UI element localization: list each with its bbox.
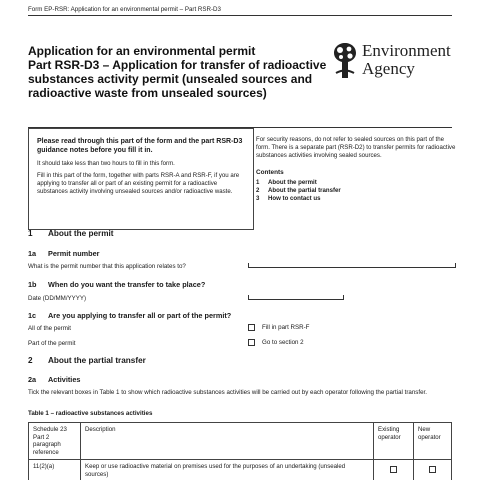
logo-text-environment: Environment: [362, 41, 451, 60]
contents-link-partial-transfer[interactable]: About the partial transfer: [268, 187, 341, 194]
environment-agency-logo-icon: [330, 40, 360, 80]
option-label-all: All of the permit: [28, 325, 71, 332]
title-line-2: Part RSR-D3 – Application for transfer of radioactive substances activity permit (unsealed sources and radioactive waste from unsealed sources): [28, 58, 327, 100]
question-title: When do you want the transfer to take place?: [48, 280, 206, 289]
existing-operator-checkbox[interactable]: [390, 466, 397, 473]
question-1b-heading: [28, 280, 205, 289]
new-operator-checkbox[interactable]: [429, 466, 436, 473]
question-number: 1a: [28, 249, 37, 258]
section-title: About the partial transfer: [48, 356, 146, 365]
contents-item-number: 1: [256, 179, 260, 186]
fill-notice: Fill in this part of the form, together with parts RSR-A and RSR-F, if you are applying to transfer all or part of an existing permit for a radioactive substances activity involving unsealed sources and/or radioactive waste.: [37, 172, 240, 195]
column-header-description: Description: [81, 423, 374, 460]
section-2-heading: [28, 356, 146, 365]
question-1b-text: Date (DD/MM/YYYY): [28, 295, 87, 302]
row-description: Keep or use radioactive material on premises used for the purposes of an undertaking (unsealed sources): [81, 460, 374, 480]
column-header-existing-operator: Existing operator: [374, 423, 414, 460]
option-part-of-permit[interactable]: [248, 339, 304, 346]
option-all-of-permit[interactable]: [248, 324, 309, 331]
logo-text-agency: Agency: [362, 59, 415, 78]
question-2a-text: Tick the relevant boxes in Table 1 to show which radioactive substances activities will be carried out by each operator following the partial transfer.: [28, 389, 427, 396]
question-1a-text: What is the permit number that this application relates to?: [28, 263, 186, 270]
section-number: 1: [28, 229, 33, 238]
question-number: 1c: [28, 311, 37, 320]
option-action: Go to section 2: [262, 339, 304, 346]
question-title: Permit number: [48, 249, 100, 258]
activities-table: [28, 422, 452, 480]
question-1a-heading: [28, 249, 100, 258]
section-number: 2: [28, 356, 33, 365]
column-header-new-operator: New operator: [414, 423, 452, 460]
question-number: 2a: [28, 375, 37, 384]
time-notice: It should take less than two hours to fill in this form.: [37, 160, 175, 167]
intro-right-column: [256, 136, 456, 203]
new-operator-cell[interactable]: [414, 460, 452, 480]
section-1-heading: [28, 229, 114, 238]
question-title: Are you applying to transfer all or part of the permit?: [48, 311, 232, 320]
title-line-1: Application for an environmental permit: [28, 44, 256, 58]
page-title: [28, 44, 328, 100]
question-1c-heading: [28, 311, 231, 320]
row-reference: 11(2)(a): [29, 460, 81, 480]
contents-item[interactable]: [256, 179, 456, 187]
security-notice: For security reasons, do not refer to sealed sources on this part of the form. There is a separate part (RSR-D2) to transfer permits for radioactive substances activities involving sealed sources.: [256, 136, 456, 159]
contents-link-contact-us[interactable]: How to contact us: [268, 195, 321, 202]
transfer-date-field[interactable]: [248, 295, 344, 300]
contents-item-number: 3: [256, 195, 260, 202]
table-caption: Table 1 – radioactive substances activities: [28, 410, 153, 417]
option-action: Fill in part RSR-F: [262, 324, 310, 331]
contents-link-about-permit[interactable]: About the permit: [268, 179, 317, 186]
existing-operator-cell[interactable]: [374, 460, 414, 480]
question-title: Activities: [48, 375, 81, 384]
part-of-permit-checkbox[interactable]: [248, 339, 255, 346]
table-header-row: [29, 423, 452, 460]
column-header-reference: Schedule 23 Part 2 paragraph reference: [29, 423, 81, 460]
table-row: [29, 460, 452, 480]
contents-title: Contents: [256, 169, 284, 176]
intro-notice-box: [28, 128, 254, 230]
question-number: 1b: [28, 280, 37, 289]
form-reference-header: Form EP-RSR: Application for an environmental permit – Part RSR-D3: [28, 6, 221, 13]
permit-number-field[interactable]: [248, 263, 456, 268]
environment-agency-logo: [330, 40, 458, 86]
header-rule: [28, 15, 452, 16]
option-label-part: Part of the permit: [28, 340, 76, 347]
all-of-permit-checkbox[interactable]: [248, 324, 255, 331]
contents-item[interactable]: [256, 195, 456, 203]
question-2a-heading: [28, 375, 80, 384]
contents-item-number: 2: [256, 187, 260, 194]
contents-item[interactable]: [256, 187, 456, 195]
read-notice: Please read through this part of the form and the part RSR-D3 guidance notes before you fill it in.: [37, 138, 243, 154]
section-title: About the permit: [48, 229, 114, 238]
